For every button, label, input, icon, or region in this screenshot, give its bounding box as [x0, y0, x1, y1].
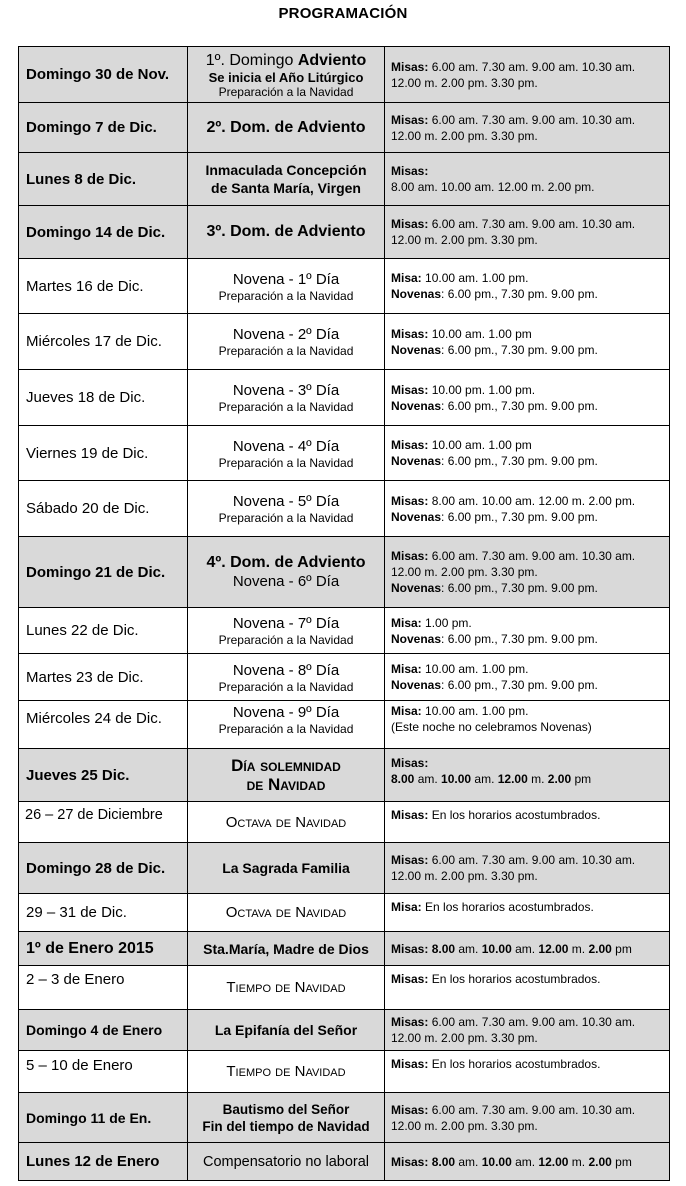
celebration-title: Novena - 1º Día: [232, 270, 340, 288]
mass-time: 12.00: [538, 941, 569, 956]
celebration-cell: 3º. Dom. de Adviento: [188, 206, 385, 259]
date-cell: Domingo 21 de Dic.: [19, 537, 188, 608]
date-cell: Martes 23 de Dic.: [19, 654, 188, 701]
mass-times: En los horarios acostumbrados.: [428, 1057, 601, 1071]
mass-time-suffix: am.: [471, 772, 498, 786]
mass-label: Misas:: [391, 382, 429, 397]
novena-label: Novenas: [391, 509, 442, 524]
table-row: [19, 47, 670, 103]
mass-times: 6.00 am. 7.30 am. 9.00 am. 10.30 am.: [428, 112, 636, 127]
table-row: [19, 206, 670, 259]
table-row: [19, 966, 670, 1010]
mass-time: 10.00: [481, 1154, 512, 1169]
table-row: [19, 1051, 670, 1093]
mass-times: 6.00 am. 7.30 am. 9.00 am. 10.30 am.: [428, 853, 636, 867]
celebration-title: Novena - 2º Día: [232, 326, 340, 343]
novena-times: : 6.00 pm., 7.30 pm. 9.00 pm.: [441, 287, 598, 301]
table-row: [19, 314, 670, 370]
mass-times-cell: [385, 259, 670, 314]
celebration-cell: Tiempo de Navidad: [188, 1051, 385, 1093]
mass-time-suffix: m.: [527, 772, 548, 786]
mass-time: 8.00: [431, 1154, 456, 1169]
mass-times: 10.00 am. 1.00 pm.: [421, 662, 529, 676]
novena-times: : 6.00 pm., 7.30 pm. 9.00 pm.: [441, 398, 598, 413]
mass-times: 6.00 am. 7.30 am. 9.00 am. 10.30 am.: [428, 1015, 636, 1029]
celebration-title-bold: Adviento: [297, 51, 367, 69]
mass-label: Misas:: [391, 808, 429, 822]
celebration-title: Novena - 7º Día: [232, 615, 340, 632]
mass-time: 10.00: [481, 941, 512, 956]
celebration-subtitle: de Santa María, Virgen: [211, 180, 361, 196]
mass-times-2: 12.00 m. 2.00 pm. 3.30 pm.: [391, 1031, 538, 1045]
table-row: [19, 654, 670, 701]
mass-label: Misas:: [391, 1057, 429, 1071]
mass-times: 10.00 am. 1.00 pm.: [421, 704, 529, 718]
celebration-note: Preparación a la Navidad: [218, 288, 354, 303]
mass-times-cell: [385, 481, 670, 537]
celebration-title: Novena - 9º Día: [232, 704, 340, 721]
celebration-cell: Octava de Navidad: [188, 802, 385, 843]
mass-times-cell: [385, 966, 670, 1010]
table-row: [19, 802, 670, 843]
celebration-title: Día solemnidad: [231, 756, 341, 775]
mass-times-cell: [385, 370, 670, 426]
table-row: [19, 932, 670, 966]
mass-times-2: 8.00 am. 10.00 am. 12.00 m. 2.00 pm.: [391, 180, 595, 194]
table-row: [19, 1010, 670, 1051]
mass-times: 6.00 am. 7.30 am. 9.00 am. 10.30 am.: [428, 217, 636, 231]
date-cell: 26 – 27 de Diciembre: [19, 802, 188, 843]
celebration-cell: Octava de Navidad: [188, 894, 385, 932]
mass-times-2: 12.00 m. 2.00 pm. 3.30 pm.: [391, 233, 538, 247]
celebration-cell: La Sagrada Familia: [188, 843, 385, 894]
celebration-cell: [188, 370, 385, 426]
table-row: [19, 1143, 670, 1181]
date-cell: Viernes 19 de Dic.: [19, 426, 188, 481]
date-cell: Martes 16 de Dic.: [19, 259, 188, 314]
date-cell: Sábado 20 de Dic.: [19, 481, 188, 537]
celebration-note: Preparación a la Navidad: [218, 722, 354, 736]
mass-times-cell: [385, 701, 670, 749]
celebration-title: Novena - 8º Día: [232, 661, 340, 679]
celebration-cell: [188, 314, 385, 370]
mass-label: Misas:: [391, 59, 429, 74]
celebration-subtitle: Fin del tiempo de Navidad: [202, 1118, 370, 1134]
mass-times-cell: [385, 894, 670, 932]
novena-label: Novenas: [391, 398, 442, 413]
mass-label: Misas:: [391, 217, 429, 231]
mass-time-suffix: am.: [511, 1154, 539, 1169]
mass-time-suffix: m.: [568, 1154, 589, 1169]
celebration-cell: [188, 481, 385, 537]
mass-label: Misas:: [391, 972, 429, 986]
novena-label: Novenas: [391, 581, 442, 595]
mass-times-2: 12.00 m. 2.00 pm. 3.30 pm.: [391, 75, 538, 90]
mass-times-cell: [385, 103, 670, 153]
mass-time-suffix: m.: [568, 941, 589, 956]
mass-times-cell: [385, 426, 670, 481]
celebration-title: Bautismo del Señor: [222, 1101, 350, 1117]
mass-note: (Este noche no celebramos Novenas): [391, 720, 592, 734]
mass-times-cell: [385, 1093, 670, 1143]
page-title: PROGRAMACIÓN: [278, 5, 408, 22]
table-row: [19, 1093, 670, 1143]
celebration-cell: [188, 426, 385, 481]
celebration-cell: Tiempo de Navidad: [188, 966, 385, 1010]
mass-label: Misa:: [391, 271, 422, 285]
mass-time: 2.00: [588, 1154, 612, 1169]
date-cell: 29 – 31 de Dic.: [19, 894, 188, 932]
celebration-cell: [188, 654, 385, 701]
mass-times-cell: [385, 153, 670, 206]
table-row: [19, 843, 670, 894]
date-cell: Lunes 22 de Dic.: [19, 608, 188, 654]
novena-times: : 6.00 pm., 7.30 pm. 9.00 pm.: [441, 454, 598, 468]
celebration-title: 1º. Domingo: [205, 51, 298, 69]
celebration-cell: [188, 1093, 385, 1143]
mass-times-cell: [385, 843, 670, 894]
mass-time: 12.00: [538, 1154, 569, 1169]
mass-time-suffix: am.: [414, 772, 442, 786]
mass-time: 10.00: [441, 772, 472, 786]
table-row: [19, 370, 670, 426]
mass-time-suffix: am.: [511, 941, 539, 956]
mass-times-cell: [385, 1143, 670, 1181]
mass-times-cell: [385, 1010, 670, 1051]
mass-label: Misas:: [391, 1102, 429, 1117]
celebration-title: Inmaculada Concepción: [205, 162, 367, 178]
mass-time-suffix: pm: [611, 941, 632, 956]
mass-time: 8.00: [431, 941, 456, 956]
mass-times: 10.00 pm. 1.00 pm.: [428, 382, 536, 397]
mass-times: 10.00 am. 1.00 pm: [428, 326, 532, 341]
novena-label: Novenas: [391, 287, 442, 301]
celebration-title: Novena - 3º Día: [232, 382, 340, 399]
mass-times-2: 12.00 m. 2.00 pm. 3.30 pm.: [391, 1118, 538, 1133]
celebration-subtitle: Se inicia el Año Litúrgico: [208, 69, 364, 85]
mass-times: En los horarios acostumbrados.: [421, 900, 594, 914]
mass-time: 8.00: [391, 772, 415, 786]
mass-times-cell: [385, 802, 670, 843]
table-row: [19, 259, 670, 314]
mass-label: Misas:: [391, 853, 429, 867]
celebration-cell: [188, 749, 385, 802]
celebration-cell: [188, 608, 385, 654]
mass-label: Misas:: [391, 493, 429, 508]
date-cell: 1º de Enero 2015: [19, 932, 188, 966]
mass-time-suffix: pm: [611, 1154, 632, 1169]
celebration-note: Preparación a la Navidad: [218, 344, 354, 358]
mass-times: 6.00 am. 7.30 am. 9.00 am. 10.30 am.: [428, 1102, 636, 1117]
celebration-cell: [188, 153, 385, 206]
mass-times-2: 12.00 m. 2.00 pm. 3.30 pm.: [391, 869, 538, 883]
celebration-cell: [188, 701, 385, 749]
table-row: [19, 426, 670, 481]
celebration-title: 4º. Dom. de Adviento: [206, 554, 366, 571]
celebration-subtitle: de Navidad: [246, 775, 326, 794]
table-row: [19, 103, 670, 153]
mass-times-cell: [385, 537, 670, 608]
celebration-title: Novena - 4º Día: [232, 437, 340, 455]
celebration-cell: [188, 537, 385, 608]
celebration-note: Preparación a la Navidad: [218, 84, 354, 99]
mass-times: En los horarios acostumbrados.: [428, 972, 601, 986]
mass-label: Misas:: [391, 1154, 432, 1169]
novena-label: Novenas: [391, 454, 442, 468]
date-cell: Jueves 18 de Dic.: [19, 370, 188, 426]
celebration-title: Novena - 5º Día: [232, 493, 340, 510]
novena-times: : 6.00 pm., 7.30 pm. 9.00 pm.: [441, 509, 598, 524]
date-cell: Domingo 11 de En.: [19, 1093, 188, 1143]
mass-times-cell: [385, 1051, 670, 1093]
novena-label: Novenas: [391, 678, 442, 692]
novena-label: Novenas: [391, 342, 442, 357]
mass-label: Misas:: [391, 1015, 429, 1029]
date-cell: Jueves 25 Dic.: [19, 749, 188, 802]
date-cell: 2 – 3 de Enero: [19, 966, 188, 1010]
date-cell: Lunes 12 de Enero: [19, 1143, 188, 1181]
mass-label: Misas:: [391, 164, 429, 178]
mass-time-suffix: pm: [571, 772, 592, 786]
mass-times: En los horarios acostumbrados.: [428, 808, 601, 822]
mass-times: 10.00 am. 1.00 pm.: [421, 271, 529, 285]
mass-times: 6.00 am. 7.30 am. 9.00 am. 10.30 am.: [428, 549, 636, 563]
celebration-note: Preparación a la Navidad: [218, 679, 354, 694]
mass-time: 2.00: [547, 772, 572, 786]
mass-times: 10.00 am. 1.00 pm: [428, 438, 532, 452]
novena-label: Novenas: [391, 631, 442, 646]
mass-times-cell: [385, 206, 670, 259]
celebration-cell: [188, 47, 385, 103]
mass-label: Misa:: [391, 900, 422, 914]
mass-label: Misas:: [391, 549, 429, 563]
celebration-cell: 2º. Dom. de Adviento: [188, 103, 385, 153]
mass-label: Misas:: [391, 941, 432, 956]
novena-times: : 6.00 pm., 7.30 pm. 9.00 pm.: [441, 581, 598, 595]
mass-time-suffix: am.: [455, 941, 482, 956]
mass-label: Misa:: [391, 615, 422, 630]
mass-time-suffix: am.: [455, 1154, 482, 1169]
table-row: [19, 701, 670, 749]
novena-times: : 6.00 pm., 7.30 pm. 9.00 pm.: [441, 678, 598, 692]
mass-time: 12.00: [497, 772, 528, 786]
celebration-cell: [188, 259, 385, 314]
mass-times: 1.00 pm.: [421, 615, 472, 630]
mass-time: 2.00: [588, 941, 612, 956]
celebration-cell: Compensatorio no laboral: [188, 1143, 385, 1181]
celebration-note: Preparación a la Navidad: [218, 633, 354, 647]
mass-times-cell: [385, 749, 670, 802]
table-row: [19, 481, 670, 537]
date-cell: Miércoles 17 de Dic.: [19, 314, 188, 370]
novena-times: : 6.00 pm., 7.30 pm. 9.00 pm.: [441, 342, 598, 357]
date-cell: Domingo 4 de Enero: [19, 1010, 188, 1051]
mass-label: Misas:: [391, 756, 429, 770]
mass-times-cell: [385, 608, 670, 654]
mass-times-cell: [385, 47, 670, 103]
mass-times-2: 12.00 m. 2.00 pm. 3.30 pm.: [391, 565, 538, 579]
mass-times-cell: [385, 932, 670, 966]
date-cell: 5 – 10 de Enero: [19, 1051, 188, 1093]
mass-times-2: 12.00 m. 2.00 pm. 3.30 pm.: [391, 128, 538, 143]
mass-times-cell: [385, 654, 670, 701]
mass-times: 6.00 am. 7.30 am. 9.00 am. 10.30 am.: [428, 59, 636, 74]
celebration-note: Preparación a la Navidad: [218, 400, 354, 414]
novena-times: : 6.00 pm., 7.30 pm. 9.00 pm.: [441, 631, 598, 646]
celebration-cell: La Epifanía del Señor: [188, 1010, 385, 1051]
date-cell: Domingo 7 de Dic.: [19, 103, 188, 153]
table-row: [19, 894, 670, 932]
mass-times-cell: [385, 314, 670, 370]
mass-label: Misas:: [391, 438, 429, 452]
table-row: [19, 153, 670, 206]
schedule-table: [18, 46, 670, 1181]
mass-label: Misas:: [391, 112, 429, 127]
table-row: [19, 608, 670, 654]
date-cell: Domingo 30 de Nov.: [19, 47, 188, 103]
mass-label: Misas:: [391, 326, 429, 341]
celebration-note: Preparación a la Navidad: [218, 455, 354, 470]
mass-label: Misa:: [391, 704, 422, 718]
mass-times: 8.00 am. 10.00 am. 12.00 m. 2.00 pm.: [428, 493, 636, 508]
mass-label: Misa:: [391, 662, 422, 676]
date-cell: Miércoles 24 de Dic.: [19, 701, 188, 749]
table-row: [19, 537, 670, 608]
celebration-note: Preparación a la Navidad: [218, 511, 354, 525]
celebration-cell: Sta.María, Madre de Dios: [188, 932, 385, 966]
table-row: [19, 749, 670, 802]
date-cell: Lunes 8 de Dic.: [19, 153, 188, 206]
celebration-subtitle: Novena - 6º Día: [232, 573, 340, 590]
date-cell: Domingo 28 de Dic.: [19, 843, 188, 894]
date-cell: Domingo 14 de Dic.: [19, 206, 188, 259]
